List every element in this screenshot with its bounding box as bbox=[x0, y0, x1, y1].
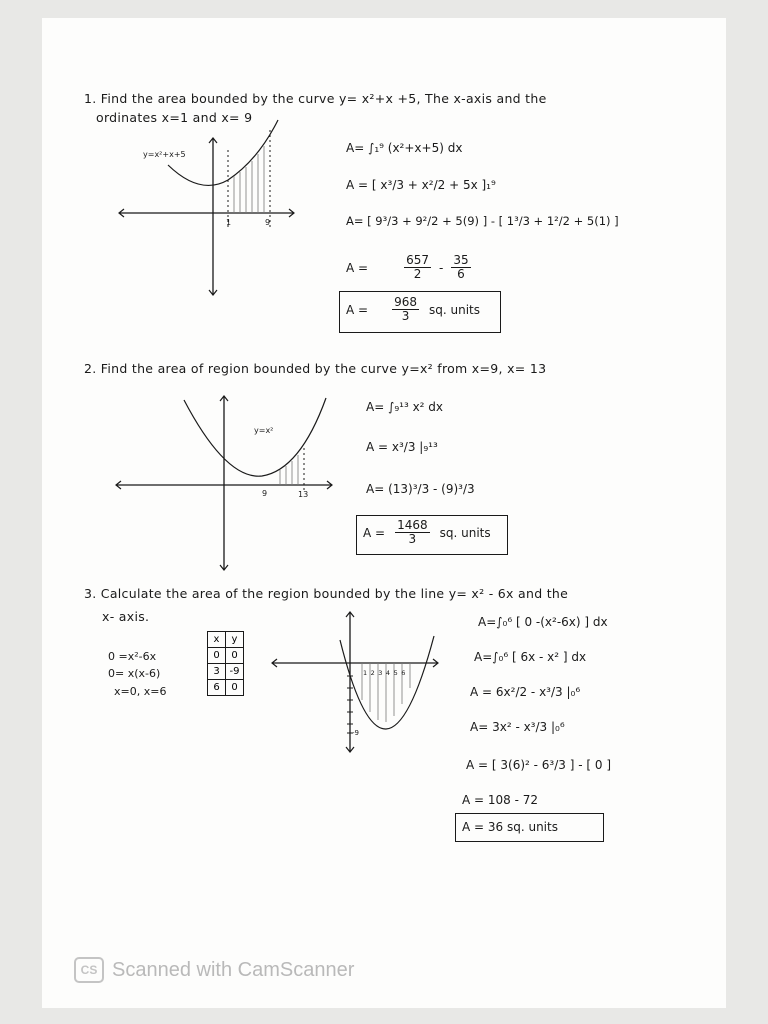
problem1-question-line1: 1. Find the area bounded by the curve y= x²+x +5, The x-axis and the bbox=[84, 91, 547, 106]
problem1-step4: A = $\frac{657}{2}$ - $\frac{35}{6}$ bbox=[346, 253, 469, 281]
camscanner-logo-icon: CS bbox=[74, 957, 104, 983]
problem1-step4-frac1-num: 657 bbox=[406, 253, 429, 267]
problem1-step4-frac2-num: 35 bbox=[453, 253, 469, 267]
problem3-question-line2: x- axis. bbox=[102, 609, 150, 624]
problem1-step4-frac2-den: 6 bbox=[457, 267, 465, 281]
problem3-neg-tick: -9 bbox=[352, 729, 359, 737]
problem2-answer-unit: sq. units bbox=[439, 525, 491, 540]
problem1-step1: A= ∫₁⁹ (x²+x+5) dx bbox=[346, 141, 463, 155]
problem2-answer: A = $\frac{1468}{3}$ sq. units bbox=[363, 518, 491, 546]
problem2-tick-13: 13 bbox=[298, 490, 309, 499]
problem3-step5: A = [ 3(6)² - 6³/3 ] - [ 0 ] bbox=[466, 758, 611, 772]
problem1-answer-num: 968 bbox=[394, 295, 417, 309]
table-cell: 0 bbox=[226, 648, 244, 664]
problem3-work-line3: x=0, x=6 bbox=[114, 685, 167, 698]
problem3-step4: A= 3x² - x³/3 |₀⁶ bbox=[470, 720, 565, 734]
problem1-question-line2: ordinates x=1 and x= 9 bbox=[96, 110, 253, 125]
problem3-work-line2: 0= x(x-6) bbox=[108, 667, 161, 680]
problem3-step1: A=∫₀⁶ [ 0 -(x²-6x) ] dx bbox=[478, 615, 608, 629]
problem3-answer: A = 36 sq. units bbox=[462, 820, 558, 834]
problem3-question-line1: 3. Calculate the area of the region bounded by the line y= x² - 6x and the bbox=[84, 586, 569, 601]
problem1-step4-frac1-den: 2 bbox=[413, 267, 422, 281]
table-cell: 0 bbox=[208, 648, 226, 664]
problem1-answer-unit: sq. units bbox=[428, 302, 480, 317]
problem1-curve-label: y=x²+x+5 bbox=[143, 150, 186, 159]
problem1-answer: A = $\frac{968}{3}$ sq. units bbox=[346, 295, 480, 323]
problem2-answer-num: 1468 bbox=[397, 518, 428, 532]
problem2-question: 2. Find the area of region bounded by the curve y=x² from x=9, x= 13 bbox=[84, 361, 547, 376]
problem2-step2: A = x³/3 |₉¹³ bbox=[366, 440, 438, 454]
watermark-text: Scanned with CamScanner bbox=[112, 958, 355, 981]
problem1-step2: A = [ x³/3 + x²/2 + 5x ]₁⁹ bbox=[346, 178, 496, 192]
camscanner-watermark bbox=[74, 957, 354, 983]
problem1-answer-den: 3 bbox=[401, 309, 410, 323]
problem2-curve-label: y=x² bbox=[254, 426, 274, 435]
table-cell: 0 bbox=[226, 680, 244, 696]
table-header-cell: x bbox=[208, 632, 226, 648]
problem1-tick-1: 1 bbox=[226, 218, 232, 227]
table-cell: -9 bbox=[226, 664, 244, 680]
problem3-step6: A = 108 - 72 bbox=[462, 793, 539, 807]
problem1-tick-9: 9 bbox=[265, 218, 271, 227]
table-cell: 3 bbox=[208, 664, 226, 680]
problem2-step1: A= ∫₉¹³ x² dx bbox=[366, 400, 444, 414]
problem2-tick-9: 9 bbox=[262, 489, 268, 498]
problem1-step3: A= [ 9³/3 + 9²/2 + 5(9) ] - [ 1³/3 + 1²/2 + 5(1) ] bbox=[346, 214, 619, 228]
problem3-step2: A=∫₀⁶ [ 6x - x² ] dx bbox=[474, 650, 587, 664]
problem2-answer-den: 3 bbox=[408, 532, 417, 546]
problem3-graph-ticks: 123456 bbox=[363, 669, 409, 677]
table-cell: 6 bbox=[208, 680, 226, 696]
table-header-cell: y bbox=[226, 632, 244, 648]
problem3-work-line1: 0 =x²-6x bbox=[108, 650, 157, 663]
problem2-step3: A= (13)³/3 - (9)³/3 bbox=[366, 482, 475, 496]
problem3-step3: A = 6x²/2 - x³/3 |₀⁶ bbox=[470, 685, 581, 699]
